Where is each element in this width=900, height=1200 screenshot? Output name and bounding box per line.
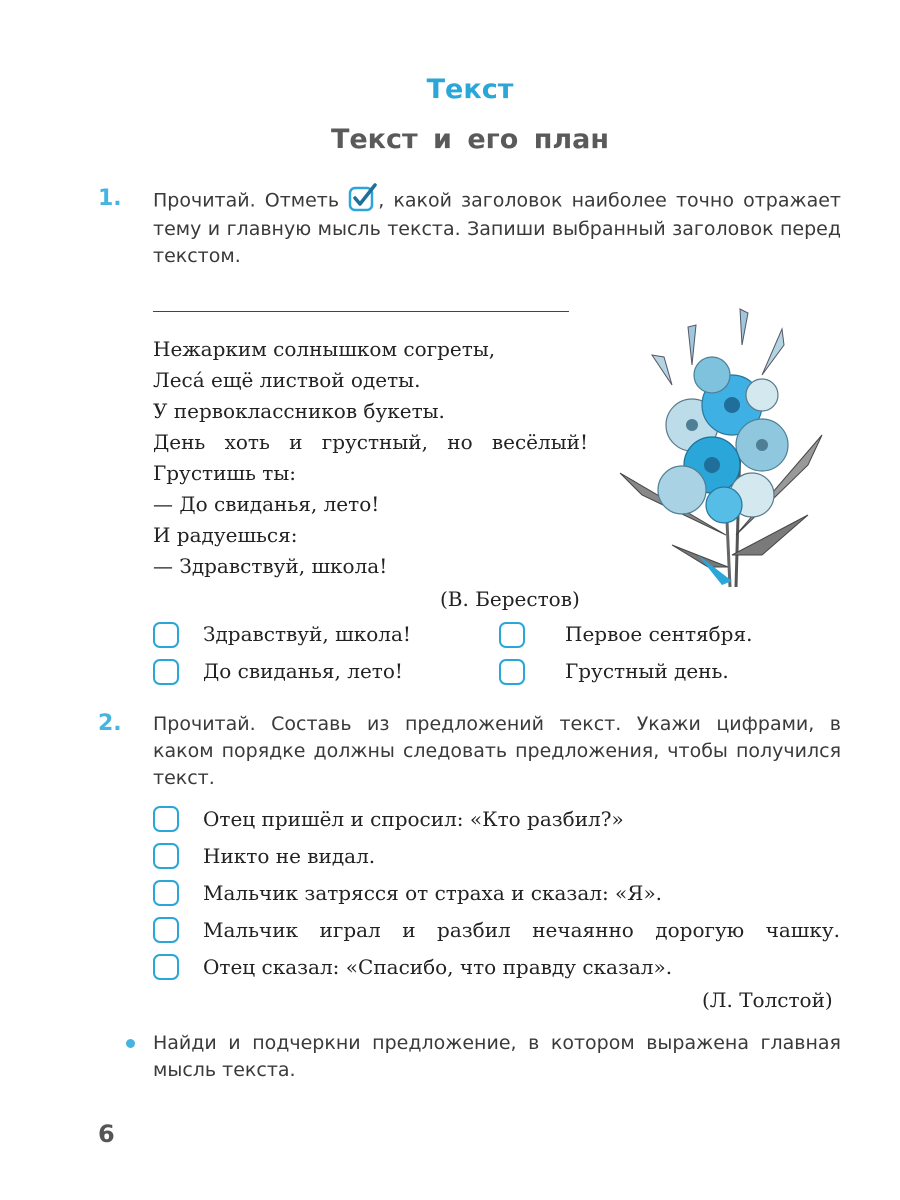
task-1-number: 1. [98, 186, 122, 211]
task-1-instruction-start: Прочитай. Отметь [153, 189, 340, 212]
order-input-box[interactable] [153, 880, 179, 906]
poem-line: День хоть и грустный, но весёлый! [153, 430, 588, 454]
checked-box-icon [348, 183, 378, 213]
section-title: Текст [426, 74, 514, 105]
poem-line: И радуешься: [153, 523, 298, 547]
order-input-box[interactable] [153, 954, 179, 980]
extra-task-text: Найди и подчеркни предложение, в котором выражена главная мысль текста. [153, 1032, 841, 1081]
story-author: (Л. Толстой) [702, 988, 833, 1012]
order-input-box[interactable] [153, 917, 179, 943]
bullet-icon [126, 1039, 135, 1048]
topic-title: Текст и его план [330, 124, 610, 155]
option-label: До свиданья, лето! [203, 659, 403, 683]
option-checkbox[interactable] [153, 622, 179, 648]
poem-author: (В. Берестов) [440, 587, 580, 611]
poem-line: — До свиданья, лето! [153, 492, 380, 516]
option-label: Первое сентября. [565, 622, 753, 646]
poem-line: Леса́ ещё листвой одеты. [153, 368, 421, 392]
sentence-text: Мальчик играл и разбил нечаянно дорогую чашку. [203, 918, 840, 942]
option-checkbox[interactable] [153, 659, 179, 685]
order-input-box[interactable] [153, 843, 179, 869]
sentence-text: Мальчик затрясся от страха и сказал: «Я». [203, 881, 663, 905]
poem-line: Нежарким солнышком согреты, [153, 337, 496, 361]
option-checkbox[interactable] [499, 622, 525, 648]
option-label: Грустный день. [565, 659, 729, 683]
sentence-text: Отец сказал: «Спасибо, что правду сказал». [203, 955, 673, 979]
poem-line: Грустишь ты: [153, 461, 296, 485]
title-write-line[interactable] [153, 311, 569, 312]
sentence-text: Отец пришёл и спросил: «Кто разбил?» [203, 807, 624, 831]
order-input-box[interactable] [153, 806, 179, 832]
task-2-number: 2. [98, 711, 122, 736]
sentence-text: Никто не видал. [203, 844, 376, 868]
page-number: 6 [98, 1120, 115, 1148]
task-1-instruction-end: , какой заголовок наиболее точно отражает тему и главную мысль текста. Запиши выбранный заголовок перед текстом. [153, 189, 841, 267]
poem-line: — Здравствуй, школа! [153, 554, 388, 578]
option-label: Здравствуй, школа! [203, 622, 411, 646]
option-checkbox[interactable] [499, 659, 525, 685]
task-1-instruction [153, 186, 841, 270]
gladiolus-bouquet-illustration [612, 305, 830, 590]
task-2-instruction: Прочитай. Составь из предложений текст. Укажи цифрами, в каком порядке должны следовать предложения, чтобы получился текст. [153, 713, 841, 789]
poem-line: У первоклассников букеты. [153, 399, 445, 423]
